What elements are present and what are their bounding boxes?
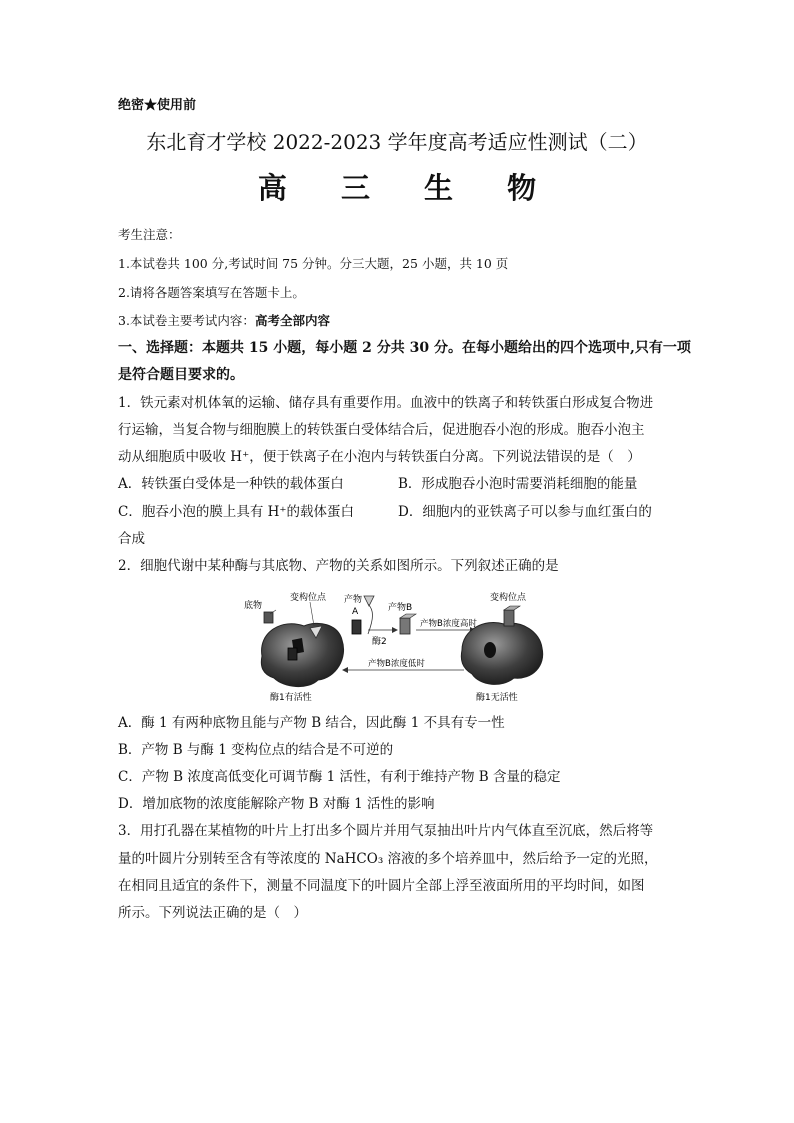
q3-stem-line-4: 所示。下列说法正确的是（ ） — [118, 905, 307, 921]
substrate-shape — [264, 612, 273, 623]
product-a-shape — [352, 620, 361, 634]
q1-option-b: B．形成胞吞小泡时需要消耗细胞的能量 — [398, 476, 638, 492]
q3-stem-line-1: 3．用打孔器在某植物的叶片上打出多个圆片并用气泵抽出叶片内气体直至沉底，然后将等 — [118, 823, 654, 839]
notice-item-2: 2.请将各题答案填写在答题卡上。 — [118, 285, 305, 300]
label-enzyme-2: 酶2 — [372, 637, 387, 647]
q1-option-d-cont: 合成 — [118, 531, 145, 547]
enzyme-regulation-diagram — [240, 588, 560, 706]
notice-item-3-scope: 高考全部内容 — [254, 313, 330, 328]
subject-title: 高 三 生 物 — [257, 171, 559, 205]
label-product-a: 产物 — [344, 595, 363, 605]
q1-option-c: C．胞吞小泡的膜上具有 H⁺的载体蛋白 — [118, 504, 355, 520]
notice-item-3 — [118, 312, 330, 330]
q2-option-d: D．增加底物的浓度能解除产物 B 对酶 1 活性的影响 — [118, 796, 435, 812]
section-1-heading-cont: 是符合题目要求的。 — [118, 367, 244, 383]
q2-stem: 2．细胞代谢中某种酶与其底物、产物的关系如图所示。下列叙述正确的是 — [118, 558, 559, 574]
label-enzyme-inactive: 酶1无活性 — [476, 693, 518, 703]
label-allosteric-site-1: 变构位点 — [290, 593, 327, 603]
label-high-concentration: 产物B浓度高时 — [420, 619, 477, 629]
label-product-b: 产物B — [388, 603, 413, 613]
q3-stem-line-3: 在相同且适宜的条件下，测量不同温度下的叶圆片全部上浮至液面所用的平均时间，如图 — [118, 878, 645, 894]
product-b-shape — [400, 618, 410, 634]
q1-stem-line-2: 行运输，当复合物与细胞膜上的转铁蛋白受体结合后，促进胞吞小泡的形成。胞吞小泡主 — [118, 422, 645, 438]
enzyme-1-inactive-shape — [461, 622, 542, 684]
q3-stem-line-2: 量的叶圆片分别转至含有等浓度的 NaHCO₃ 溶液的多个培养皿中，然后给予一定的光照， — [118, 851, 658, 867]
notice-item-1: 1.本试卷共 100 分,考试时间 75 分钟。分三大题，25 小题，共 10 页 — [118, 256, 509, 271]
q2-option-b: B．产物 B 与酶 1 变构位点的结合是不可逆的 — [118, 742, 394, 758]
confidential-label: 绝密★使用前 — [118, 98, 197, 113]
q2-option-a: A．酶 1 有两种底物且能与产物 B 结合，因此酶 1 不具有专一性 — [118, 715, 505, 731]
enzyme-1-active-shape — [261, 623, 343, 686]
q1-stem-line-3: 动从细胞质中吸收 H⁺，便于铁离子在小泡内与转铁蛋白分离。下列说法错误的是（ ） — [118, 449, 641, 465]
label-substrate: 底物 — [244, 601, 263, 611]
section-1-heading: 一、选择题：本题共 15 小题，每小题 2 分共 30 分。在每小题给出的四个选项中,只有一项 — [118, 340, 691, 356]
notice-item-3-prefix: 3.本试卷主要考试内容： — [118, 313, 255, 328]
label-low-concentration: 产物B浓度低时 — [368, 659, 425, 669]
q2-option-c: C．产物 B 浓度高低变化可调节酶 1 活性，有利于维持产物 B 含量的稳定 — [118, 769, 561, 785]
label-product-a-letter: A — [352, 607, 359, 617]
q1-option-d: D．细胞内的亚铁离子可以参与血红蛋白的 — [398, 504, 652, 520]
notice-heading: 考生注意： — [118, 227, 181, 242]
q1-stem-line-1: 1．铁元素对机体氧的运输、储存具有重要作用。血液中的铁离子和转铁蛋白形成复合物进 — [118, 395, 654, 411]
label-enzyme-active: 酶1有活性 — [270, 693, 312, 703]
q1-option-a: A．转铁蛋白受体是一种铁的载体蛋白 — [118, 476, 344, 492]
label-allosteric-site-2: 变构位点 — [490, 593, 527, 603]
exam-title: 东北育才学校 2022-2023 学年度高考适应性测试（二） — [146, 130, 648, 154]
